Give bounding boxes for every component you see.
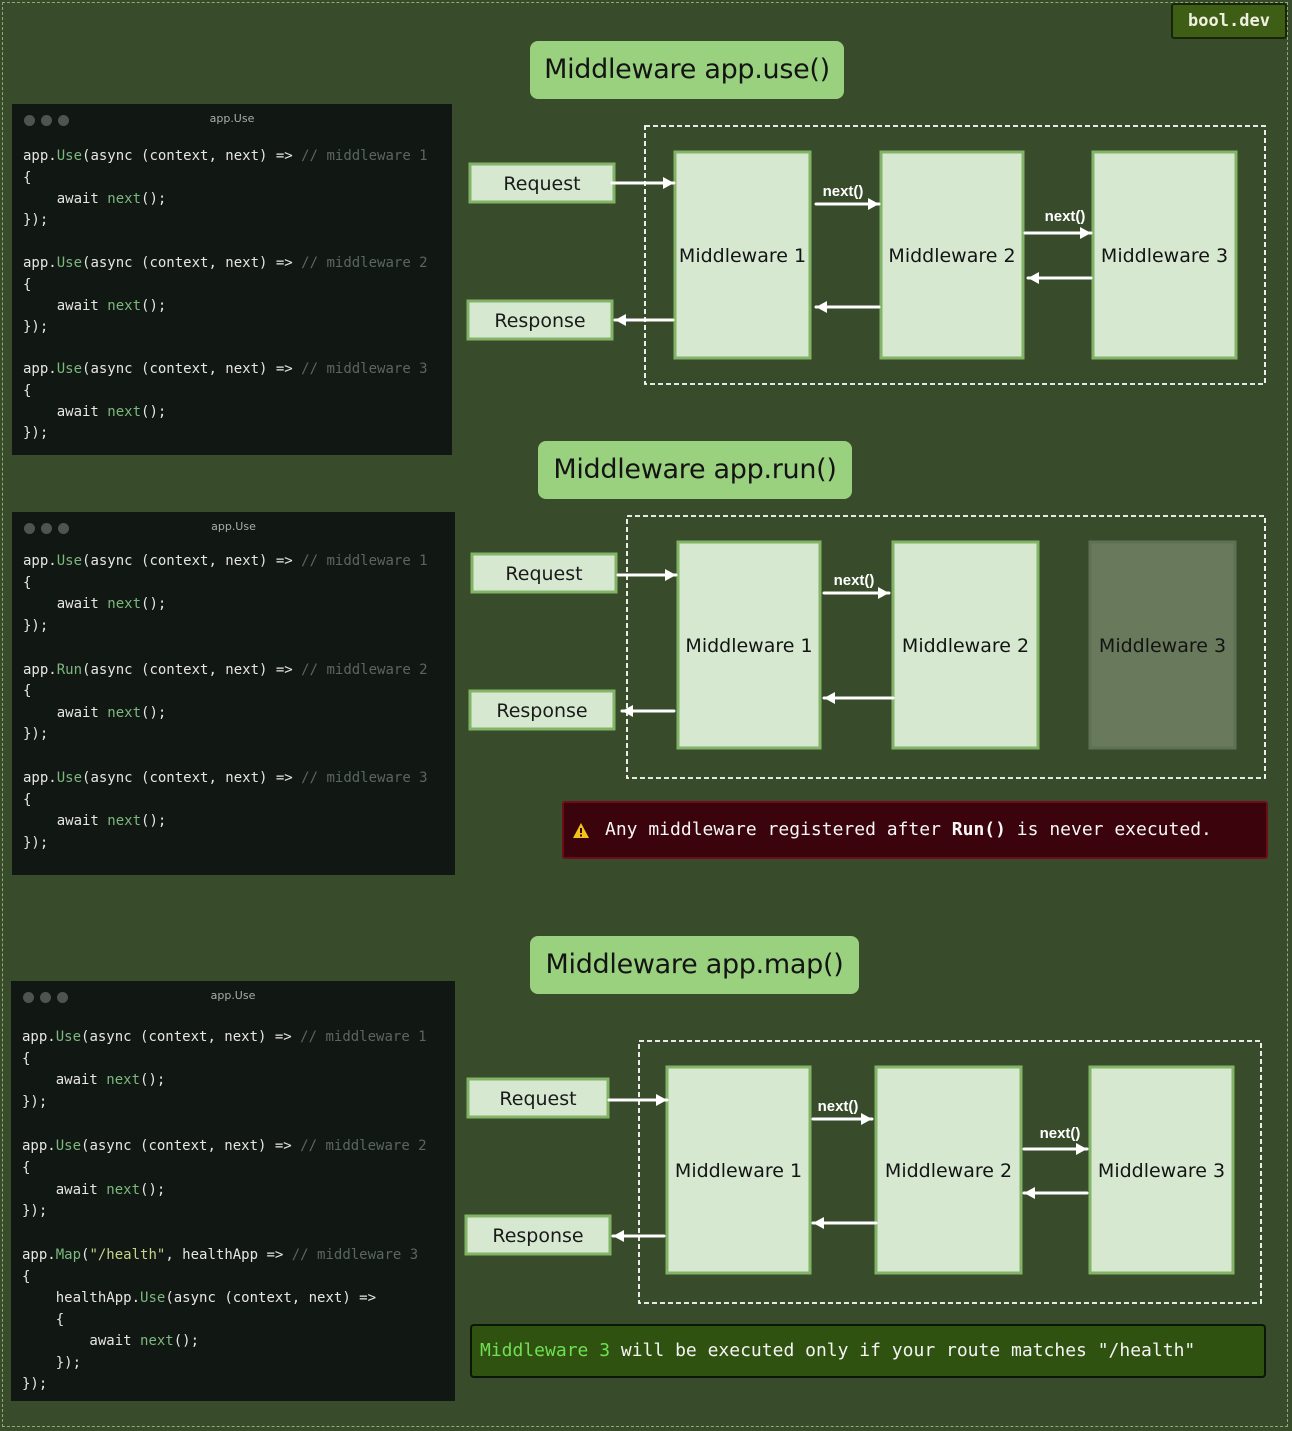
request-box	[472, 554, 616, 592]
code-line: });	[22, 1203, 48, 1219]
code-line: {	[22, 1160, 31, 1176]
code-window-map	[11, 981, 455, 1401]
pipeline-diagram-map	[462, 1035, 1272, 1310]
code-line: await next();	[22, 1072, 166, 1088]
code-line: });	[23, 212, 49, 228]
return-arrow	[615, 314, 673, 326]
forward-arrow	[612, 177, 674, 189]
code-line: });	[23, 425, 49, 441]
middleware-box-1	[675, 152, 810, 358]
middleware-label: Middleware 1	[674, 1160, 803, 1182]
code-line: {	[23, 277, 32, 293]
code-line: });	[23, 835, 49, 851]
brand-badge[interactable]: bool.dev	[1171, 3, 1287, 39]
return-arrow	[1028, 272, 1091, 284]
code-line: await next();	[23, 404, 167, 420]
return-arrow	[813, 1217, 876, 1229]
middleware-label: Middleware 2	[884, 1160, 1013, 1182]
next-label: next()	[822, 183, 864, 200]
code-line: {	[23, 792, 32, 808]
middleware-label: Middleware 1	[678, 245, 807, 267]
response-box-label: Response	[494, 310, 586, 332]
response-box-label: Response	[492, 1225, 584, 1247]
code-line: {	[23, 683, 32, 699]
code-line: });	[22, 1355, 82, 1371]
code-line: await next();	[22, 1333, 200, 1349]
section-title-run: Middleware app.run()	[538, 441, 852, 499]
pipeline-diagram-use	[462, 120, 1272, 395]
code-line: {	[22, 1312, 65, 1328]
code-window-run	[12, 512, 455, 875]
code-line: app.Use(async (context, next) => // middleware 1	[23, 148, 428, 164]
return-arrow	[622, 705, 674, 717]
section-title-map: Middleware app.map()	[530, 936, 859, 994]
forward-arrow	[1025, 227, 1091, 239]
middleware-box-3	[1093, 152, 1236, 358]
middleware-label: Middleware 3	[1100, 245, 1229, 267]
code-line: });	[22, 1094, 48, 1110]
middleware-box-2	[876, 1067, 1021, 1273]
code-line: {	[23, 575, 32, 591]
code-line: });	[23, 726, 49, 742]
code-line: app.Map("/health", healthApp => // middleware 3	[22, 1247, 419, 1263]
request-box	[468, 1079, 608, 1117]
code-line: app.Use(async (context, next) => // middleware 1	[23, 553, 428, 569]
middleware-label: Middleware 3	[1097, 1160, 1226, 1182]
request-box	[470, 164, 614, 202]
response-box	[470, 691, 614, 729]
warning-banner	[562, 801, 1268, 859]
middleware-box-1	[667, 1067, 810, 1273]
next-label: next()	[833, 572, 875, 589]
pipeline-diagram-run	[462, 510, 1272, 785]
next-label: next()	[1044, 208, 1086, 225]
response-box-label: Response	[496, 700, 588, 722]
code-line: {	[22, 1269, 31, 1285]
code-line: });	[23, 618, 49, 634]
code-line: await next();	[23, 298, 167, 314]
next-label: next()	[1039, 1125, 1081, 1142]
code-line: app.Use(async (context, next) => // middleware 2	[23, 255, 428, 271]
return-arrow	[1024, 1187, 1087, 1199]
code-line: {	[23, 383, 32, 399]
middleware-label: Middleware 2	[888, 245, 1016, 267]
code-line: {	[22, 1051, 31, 1067]
code-line: app.Use(async (context, next) => // middleware 1	[22, 1029, 427, 1045]
middleware-box-2	[881, 152, 1023, 358]
middleware-box-1	[678, 542, 820, 748]
response-box	[466, 1216, 610, 1254]
request-box-label: Request	[499, 1088, 577, 1110]
warning-text: Any middleware registered after Run() is never executed.	[605, 819, 1212, 840]
code-line: app.Use(async (context, next) => // middleware 3	[23, 361, 428, 377]
middleware-box-3	[1090, 542, 1235, 748]
code-window-title: app.Use	[209, 112, 255, 125]
code-line: await next();	[23, 596, 167, 612]
middleware-label: Middleware 3	[1098, 635, 1227, 657]
code-line: });	[23, 319, 49, 335]
code-window-use	[12, 104, 452, 455]
section-title-use: Middleware app.use()	[530, 41, 844, 99]
map-note-banner	[470, 1324, 1266, 1378]
return-arrow	[816, 301, 879, 313]
code-line: app.Use(async (context, next) => // middleware 3	[23, 770, 428, 786]
middleware-label: Middleware 2	[901, 635, 1030, 657]
request-box-label: Request	[505, 563, 583, 585]
warning-icon	[572, 822, 590, 839]
next-label: next()	[817, 1098, 859, 1115]
middleware-box-2	[893, 542, 1038, 748]
response-box	[468, 301, 612, 339]
forward-arrow	[1024, 1143, 1087, 1155]
code-line: app.Use(async (context, next) => // middleware 2	[22, 1138, 427, 1154]
code-line: app.Run(async (context, next) => // middleware 2	[23, 662, 428, 678]
request-box-label: Request	[503, 173, 581, 195]
middleware-label: Middleware 1	[685, 635, 813, 657]
code-window-title: app.Use	[210, 989, 256, 1002]
code-line: });	[22, 1376, 48, 1392]
return-arrow	[824, 692, 893, 704]
code-line: await next();	[23, 191, 167, 207]
code-line: {	[23, 170, 32, 186]
middleware-box-3	[1090, 1067, 1233, 1273]
code-line: healthApp.Use(async (context, next) =>	[22, 1290, 377, 1306]
code-line: await next();	[22, 1182, 166, 1198]
forward-arrow	[609, 1094, 667, 1106]
code-line: await next();	[23, 705, 167, 721]
code-line: await next();	[23, 813, 167, 829]
note-text: Middleware 3 will be executed only if your route matches "/health"	[480, 1340, 1196, 1361]
code-window-title: app.Use	[211, 520, 256, 533]
